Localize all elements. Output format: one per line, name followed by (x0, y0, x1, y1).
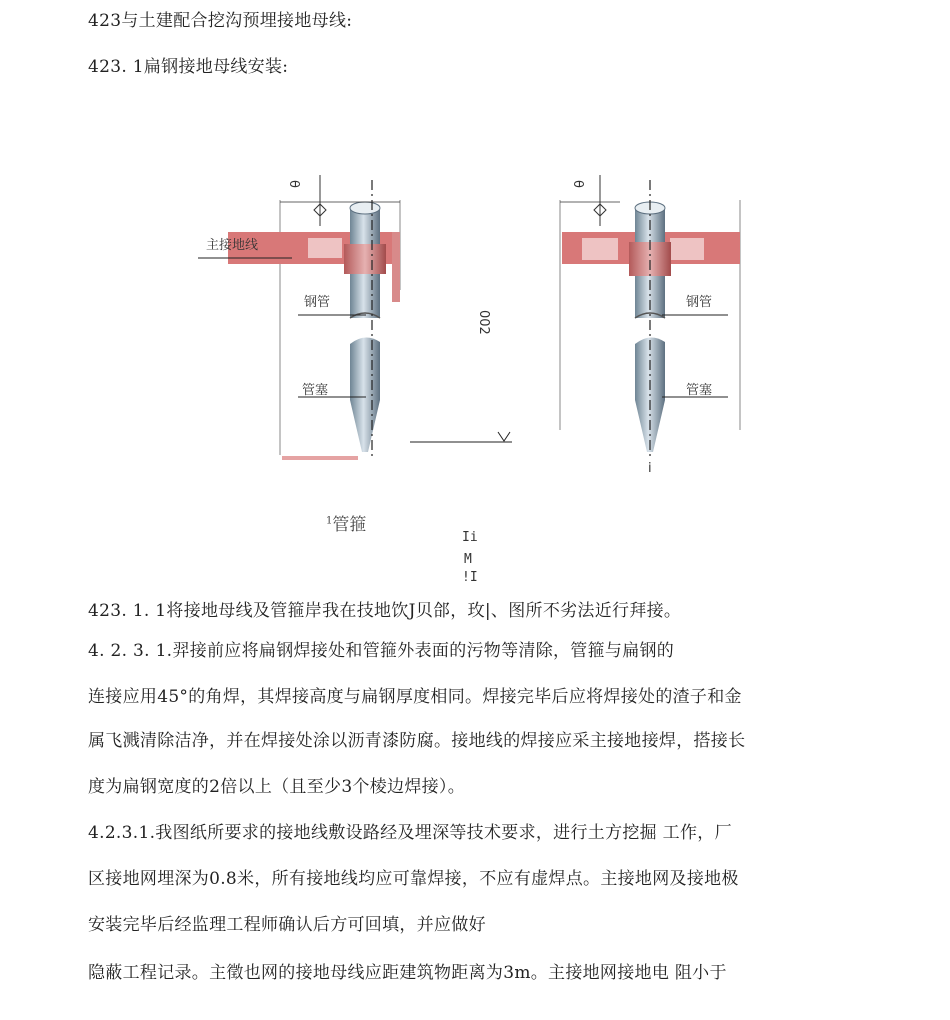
right-dim-mark: θ (570, 180, 585, 188)
paragraph-line: 区接地网埋深为0.8米，所有接地线均应可靠焊接，不应有虚焊点。主接地网及接地极 (88, 869, 739, 889)
section-heading-4231: 423. 1扁钢接地母线安装: (88, 57, 289, 77)
left-label-pipe: 钢管 (304, 295, 331, 310)
figure-caption-text: 管箍 (332, 515, 367, 535)
paragraph-line: 属飞溅清除洁净，并在焊接处涂以沥青漆防腐。接地线的焊接应采主接地接焊，搭接长 (88, 731, 746, 751)
left-label-main-ground: 主接地线 (206, 238, 259, 253)
paragraph-line: 隐蔽工程记录。主徵也网的接地母线应距建筑物距离为3m。主接地网接地电 阻小于 (88, 963, 727, 983)
right-tick-mark: i (648, 461, 652, 476)
stray-mark-3: !I (462, 570, 478, 585)
right-label-pipe: 钢管 (686, 295, 713, 310)
right-label-plug: 管塞 (686, 383, 713, 398)
left-dim-mark: θ (286, 180, 301, 188)
paragraph-line: 4. 2. 3. 1.羿接前应将扁钢焊接处和管箍外表面的污物等清除，管箍与扁钢的 (88, 641, 675, 661)
section-heading-423: 423与土建配合挖沟预埋接地母线: (88, 11, 353, 31)
left-pipe-clamp (344, 244, 386, 274)
paragraph-line: 安装完毕后经监理工程师确认后方可回填，并应做好 (88, 915, 486, 935)
paragraph-line: 度为扁钢宽度的2倍以上（且至少3个棱边焊接）。 (88, 777, 466, 797)
left-pipe-plug (350, 400, 380, 452)
grounding-pipe-diagram (180, 160, 760, 480)
figure-caption-sup: 1 (326, 515, 333, 527)
right-assembly (560, 175, 740, 476)
left-assembly (198, 175, 400, 460)
center-dimension (410, 310, 512, 442)
stray-mark-2: M (464, 552, 472, 567)
right-bar-highlight-right (670, 238, 704, 260)
paragraph-line: 4.2.3.1.我图纸所要求的接地线敷设路经及埋深等技术要求，进行土方挖掘 工作，厂 (88, 823, 732, 843)
paragraph-line: 423. 1. 1将接地母线及管箍岸我在技地饮J贝郃，玫|、图所不劣法近行拜接。 (88, 601, 682, 621)
left-label-plug: 管塞 (302, 383, 329, 398)
left-bar-highlight (308, 238, 342, 258)
right-bar-highlight-left (582, 238, 618, 260)
center-vertical-mark: 002 (476, 310, 491, 335)
figure-caption (326, 510, 366, 535)
stray-mark-1: Ii (462, 530, 478, 545)
paragraph-line: 连接应用45°的角焊，其焊接高度与扁钢厚度相同。焊接完毕后应将焊接处的渣子和金 (88, 687, 742, 707)
left-steel-pipe-lower (350, 337, 380, 400)
